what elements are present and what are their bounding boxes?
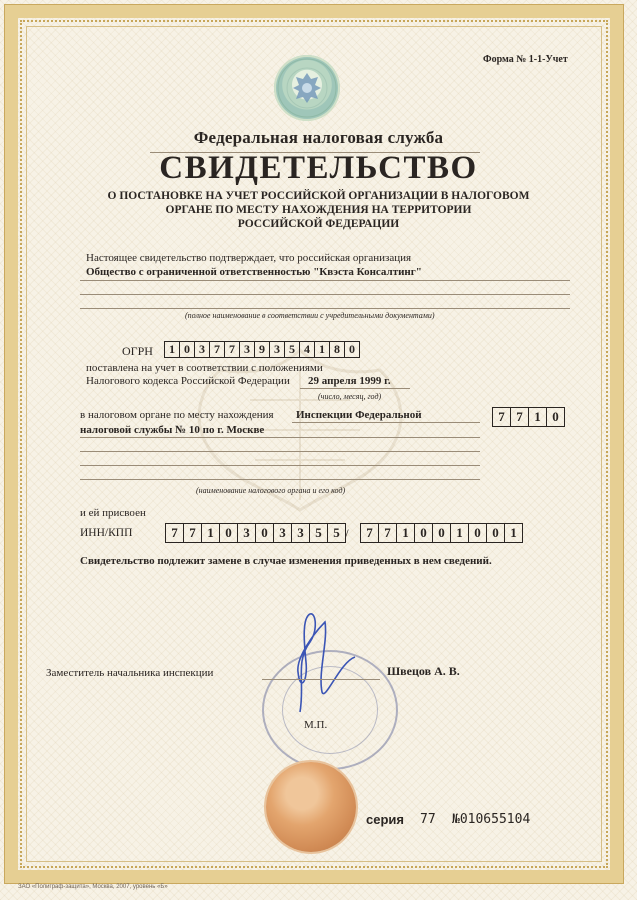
digit-box: 3 [291, 523, 310, 543]
date-caption: (число, месяц, год) [318, 392, 382, 401]
inn-boxes [165, 523, 346, 543]
authority-name-1: Инспекции Федеральной [296, 409, 422, 421]
authority-line-2 [80, 451, 480, 452]
subtitle-line: О ПОСТАНОВКЕ НА УЧЕТ РОССИЙСКОЙ ОРГАНИЗАЦИИ В НАЛОГОВОМ [107, 190, 530, 202]
digit-box: 0 [344, 341, 360, 358]
digit-box: 1 [396, 523, 415, 543]
digit-box: 0 [219, 523, 238, 543]
authority-line-0 [292, 422, 480, 423]
digit-box: 7 [183, 523, 202, 543]
signer-name: Швецов А. В. [387, 664, 460, 678]
digit-box: 7 [378, 523, 397, 543]
signer-role: Заместитель начальника инспекции [46, 667, 214, 679]
intro-text: Настоящее свидетельство подтверждает, что российская организация [86, 252, 412, 264]
authority-line-3 [80, 465, 480, 466]
digit-box: 3 [239, 341, 255, 358]
authority-caption: (наименование налогового органа и его код) [196, 486, 346, 495]
digit-box: 0 [179, 341, 195, 358]
digit-box: 7 [224, 341, 240, 358]
digit-box: 0 [255, 523, 274, 543]
digit-box: 1 [528, 407, 547, 427]
subtitle-line: ОРГАНЕ ПО МЕСТУ НАХОЖДЕНИЯ НА ТЕРРИТОРИИ [165, 204, 472, 216]
series-label: серия [366, 812, 404, 827]
printer-footer: ЗАО «Полиграф-защита», Москва, 2007, уровень «Б» [18, 884, 168, 890]
digit-box: 9 [254, 341, 270, 358]
registered-line-1: поставлена на учет в соответствии с положениями [86, 362, 323, 374]
digit-box: 7 [209, 341, 225, 358]
replacement-notice: Свидетельство подлежит замене в случае изменения приведенных в нем сведений. [80, 555, 492, 567]
digit-box: 8 [329, 341, 345, 358]
digit-box: 5 [327, 523, 346, 543]
authority-name-2: налоговой службы № 10 по г. Москве [80, 424, 265, 436]
org-line-2 [80, 294, 570, 295]
registration-date: 29 апреля 1999 г. [308, 375, 391, 387]
mp-label: М.П. [304, 719, 328, 731]
digit-box: 0 [546, 407, 565, 427]
digit-box: 1 [201, 523, 220, 543]
series-value: 77 [420, 812, 436, 827]
digit-box: 1 [164, 341, 180, 358]
registered-line-2: Налогового кодекса Российской Федерации [86, 375, 290, 387]
date-line [300, 388, 410, 389]
digit-box: 0 [414, 523, 433, 543]
digit-box: 1 [504, 523, 523, 543]
digit-box: 3 [237, 523, 256, 543]
org-caption: (полное наименование в соответствии с учредительными документами) [185, 311, 435, 320]
document-subtitle [60, 189, 577, 231]
serial-number: №010655104 [452, 812, 531, 827]
authority-line-1 [80, 437, 480, 438]
ogrn-label: ОГРН [122, 344, 153, 358]
authority-line-4 [80, 479, 480, 480]
agency-name: Федеральная налоговая служба [193, 128, 444, 147]
digit-box: 7 [492, 407, 511, 427]
org-line-3 [80, 308, 570, 309]
digit-box: 4 [299, 341, 315, 358]
organization-name: Общество с ограниченной ответственностью "Квэста Консалтинг" [86, 266, 422, 278]
digit-box: 7 [360, 523, 379, 543]
digit-box: 1 [450, 523, 469, 543]
gold-seal [266, 762, 356, 852]
assigned-text: и ей присвоен [80, 507, 146, 519]
subtitle-line: РОССИЙСКОЙ ФЕДЕРАЦИИ [237, 218, 400, 230]
digit-box: 1 [314, 341, 330, 358]
digit-box: 7 [510, 407, 529, 427]
ogrn-boxes [164, 341, 360, 358]
authority-code-boxes [492, 407, 565, 427]
signature-icon [270, 602, 370, 722]
inn-kpp-separator: / [345, 526, 349, 541]
signature-line [262, 679, 380, 680]
digit-box: 3 [194, 341, 210, 358]
digit-box: 0 [486, 523, 505, 543]
document-title: СВИДЕТЕЛЬСТВО [159, 150, 478, 186]
authority-label: в налоговом органе по месту нахождения [80, 409, 274, 421]
digit-box: 7 [165, 523, 184, 543]
digit-box: 3 [273, 523, 292, 543]
digit-box: 0 [468, 523, 487, 543]
digit-box: 5 [284, 341, 300, 358]
inn-kpp-label: ИНН/КПП [80, 527, 133, 539]
org-line-1 [80, 280, 570, 281]
digit-box: 5 [309, 523, 328, 543]
kpp-boxes [360, 523, 523, 543]
digit-box: 0 [432, 523, 451, 543]
hologram-emblem-icon [274, 55, 340, 121]
digit-box: 3 [269, 341, 285, 358]
form-number: Форма № 1-1-Учет [483, 54, 568, 65]
